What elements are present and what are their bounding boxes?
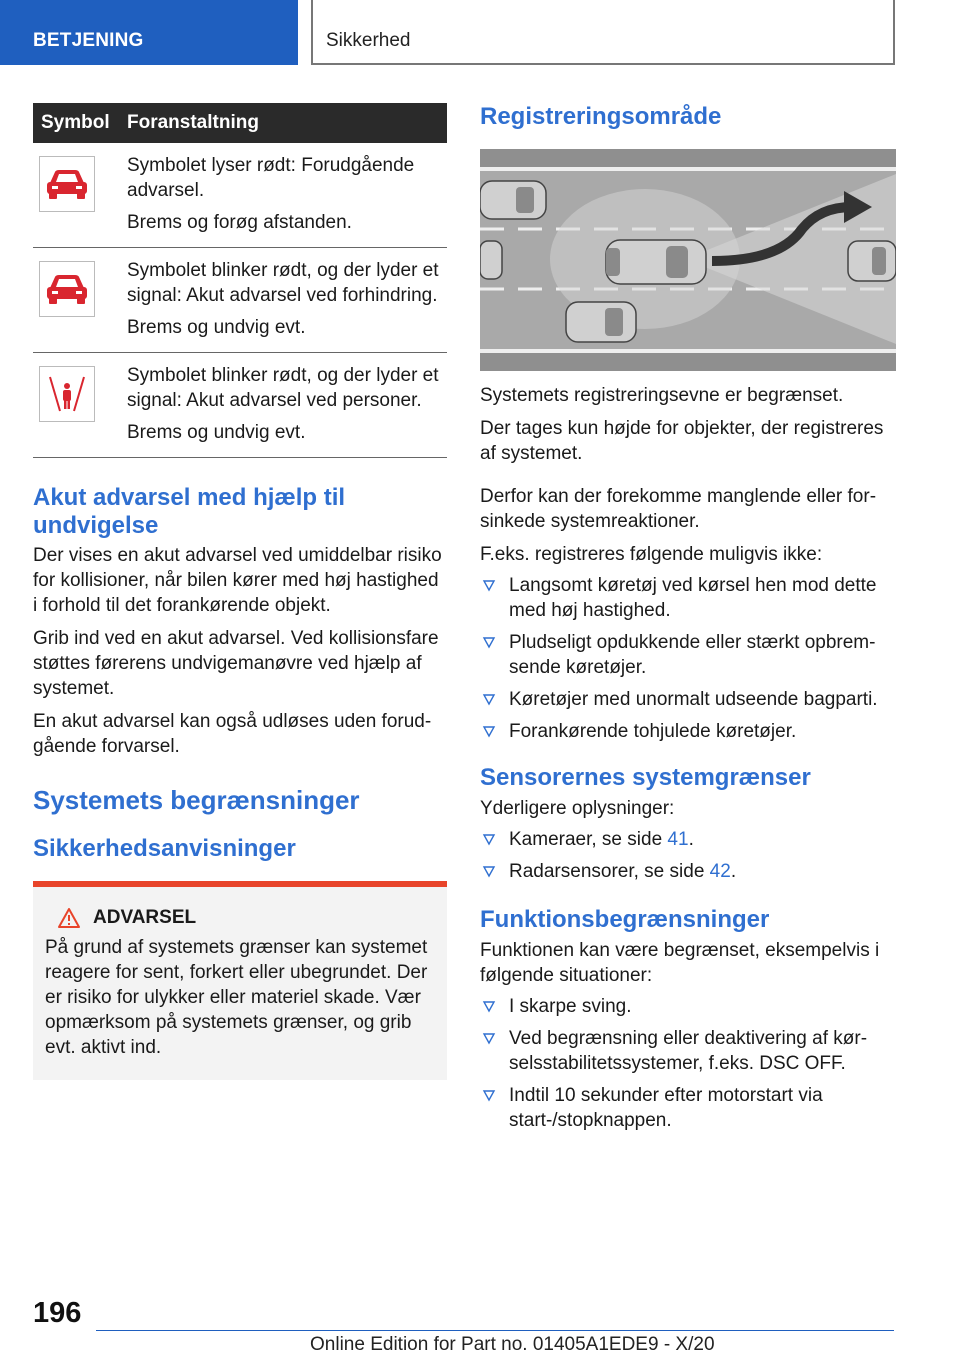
section-title: Sikkerhed [326,30,411,51]
list-item: Kameraer, se side 41. [480,827,896,852]
list-item: Forankørende tohjulede køretøjer. [480,719,896,744]
table-row [33,143,447,248]
detection-paragraph: Systemets registreringsevne er begrænset. [480,385,844,406]
triangle-bullet-icon [482,864,496,878]
table-row [33,248,447,353]
section-tab [311,0,895,65]
list-item: Langsomt køretøj ved kørsel hen mod dette med høj hastighed. [480,573,896,623]
evasion-paragraph: Grib ind ved en akut advarsel. Ved kollisionsfare støttes førerens undvigemanøvre ved hjælp af systemet. [33,628,439,699]
page-number: 196 [33,1297,82,1329]
sensors-intro: Yderligere oplysninger: [480,798,675,819]
triangle-bullet-icon [482,635,496,649]
page-link-42[interactable]: 42 [709,861,731,882]
list-item: Radarsensorer, se side 42. [480,859,896,884]
warning-text: På grund af systemets grænser kan systemet reagere for sent, forkert eller ubegrundet. Der er risiko for ulykker eller materiel skade. Vær opmærksom på systemets grænser, og grib evt. aktivt ind. [45,937,428,1058]
front-car-warning-icon [39,156,95,212]
warning-box [33,881,447,1080]
triangle-bullet-icon [482,578,496,592]
list-item: Køretøjer med unormalt udseende bagparti. [480,687,896,712]
detection-range-diagram [480,149,896,371]
triangle-bullet-icon [482,1031,496,1045]
symbol-table [33,103,447,458]
symbol-column-header: Symbol [33,103,127,143]
left-column [33,103,447,1080]
function-intro: Funktionen kan være begrænset, eksempelvis i følgende situationer: [480,940,880,986]
triangle-bullet-icon [482,692,496,706]
detection-heading: Registreringsområde [480,103,722,130]
evasion-heading: Akut advarsel med hjælp til undvigelse [33,484,346,539]
evasion-paragraph: Der vises en akut advarsel ved umiddelbar risiko for kollisioner, når bilen kører med høj hastighed i forhold til det forankørende objekt. [33,545,442,616]
row-text: Symbolet blinker rødt, og der lyder et signal: Akut advarsel ved forhindring. [127,260,439,306]
detection-list [480,573,896,744]
safety-subheading: Sikkerhedsanvisninger [33,835,296,862]
sensors-list [480,827,896,884]
function-heading: Funktionsbegrænsninger [480,906,770,933]
row-action: Brems og undvig evt. [127,422,306,443]
list-item: I skarpe sving. [480,994,896,1019]
triangle-bullet-icon [482,832,496,846]
chapter-title: BETJENING [33,30,144,51]
page-link-41[interactable]: 41 [667,829,689,850]
chapter-tab [0,0,298,65]
edition-footer: Online Edition for Part no. 01405A1EDE9 - X/20 [310,1334,715,1355]
limits-heading: Systemets begrænsninger [33,785,360,815]
list-item: Pludseligt opdukkende eller stærkt opbremsende køretøjer. [480,630,896,680]
evasion-paragraph: En akut advarsel kan også udløses uden forudgående forvarsel. [33,711,432,757]
footer-divider [96,1330,894,1331]
row-text: Symbolet blinker rødt, og der lyder et signal: Akut advarsel ved personer. [127,365,439,411]
action-column-header: Foranstaltning [127,103,447,143]
warning-label: ADVARSEL [93,907,197,928]
triangle-bullet-icon [482,724,496,738]
row-action: Brems og forøg afstanden. [127,212,352,233]
triangle-bullet-icon [482,1088,496,1102]
sensors-heading: Sensorernes systemgrænser [480,764,811,791]
row-action: Brems og undvig evt. [127,317,306,338]
detection-paragraph: Derfor kan der forekomme manglende eller forsinkede systemreaktioner. [480,486,877,532]
warning-triangle-icon [57,907,81,929]
list-item: Indtil 10 sekunder efter motorstart via start-/stopknappen. [480,1083,896,1133]
row-text: Symbolet lyser rødt: Forudgående advarsel. [127,155,415,201]
function-list [480,994,896,1133]
front-car-warning-icon [39,261,95,317]
detection-paragraph: Der tages kun højde for objekter, der registreres af systemet. [480,418,884,464]
list-item: Ved begrænsning eller deaktivering af kørselsstabilitetssystemer, f.eks. DSC OFF. [480,1026,896,1076]
pedestrian-warning-icon [39,366,95,422]
table-row [33,353,447,458]
triangle-bullet-icon [482,999,496,1013]
right-column [480,103,896,1140]
detection-paragraph: F.eks. registreres følgende muligvis ikke: [480,544,823,565]
